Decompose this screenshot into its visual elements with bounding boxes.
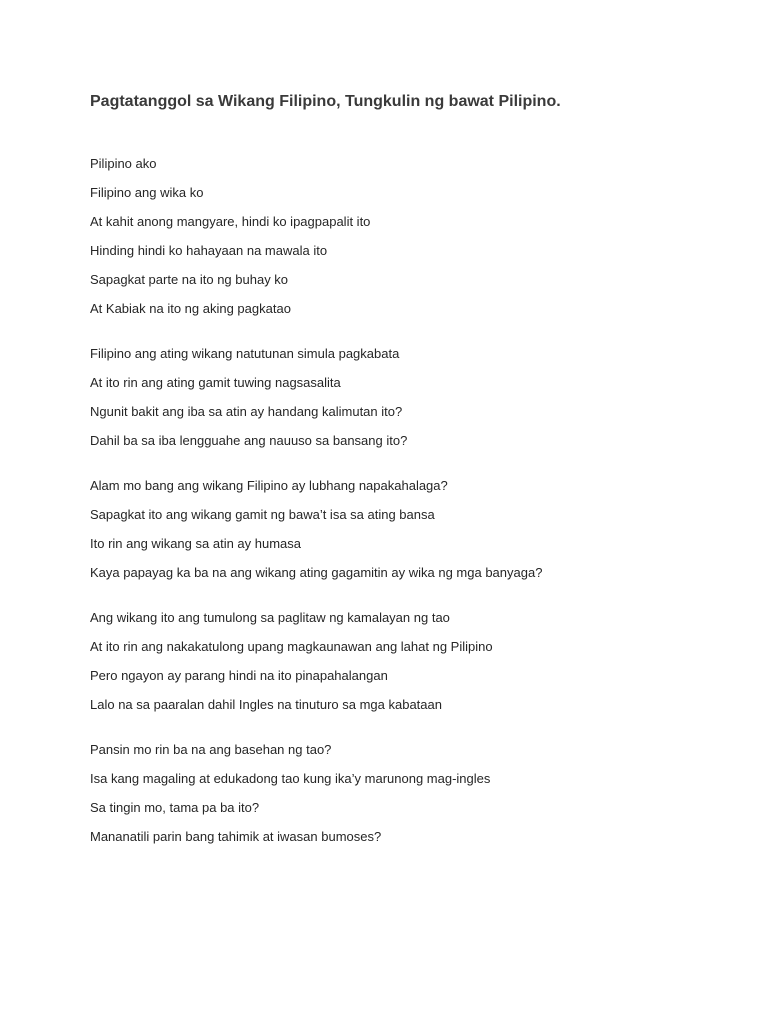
poem-line: Pansin mo rin ba na ang basehan ng tao? [90, 742, 332, 757]
stanza-3 [90, 478, 542, 581]
poem-line: Sapagkat parte na ito ng buhay ko [90, 272, 289, 287]
document-title: Pagtatanggol sa Wikang Filipino, Tungkulin ng bawat Pilipino. [90, 93, 561, 110]
poem-line: At Kabiak na ito ng aking pagkatao [90, 301, 291, 316]
poem-line: Filipino ang ating wikang natutunan simula pagkabata [90, 346, 400, 361]
poem-line: Sapagkat ito ang wikang gamit ng bawa’t isa sa ating bansa [90, 507, 435, 522]
poem-line: At kahit anong mangyare, hindi ko ipagpapalit ito [90, 214, 371, 229]
poem-body [90, 156, 542, 874]
poem-line: At ito rin ang nakakatulong upang magkaunawan ang lahat ng Pilipino [90, 639, 493, 654]
poem-line: Sa tingin mo, tama pa ba ito? [90, 800, 260, 815]
poem-line: Alam mo bang ang wikang Filipino ay lubhang napakahalaga? [90, 478, 448, 493]
poem-line: Ito rin ang wikang sa atin ay humasa [90, 536, 302, 551]
poem-line: Filipino ang wika ko [90, 185, 204, 200]
poem-line: Mananatili parin bang tahimik at iwasan bumoses? [90, 829, 382, 844]
poem-line: Ngunit bakit ang iba sa atin ay handang kalimutan ito? [90, 404, 403, 419]
poem-line: At ito rin ang ating gamit tuwing nagsasalita [90, 375, 341, 390]
stanza-5 [90, 742, 542, 845]
poem-line: Pero ngayon ay parang hindi na ito pinapahalangan [90, 668, 388, 683]
poem-line: Dahil ba sa iba lengguahe ang nauuso sa bansang ito? [90, 433, 408, 448]
poem-line: Kaya papayag ka ba na ang wikang ating gagamitin ay wika ng mga banyaga? [90, 565, 543, 580]
poem-line: Ang wikang ito ang tumulong sa paglitaw ng kamalayan ng tao [90, 610, 450, 625]
poem-line: Hinding hindi ko hahayaan na mawala ito [90, 243, 328, 258]
poem-line: Isa kang magaling at edukadong tao kung ika’y marunong mag-ingles [90, 771, 491, 786]
poem-line: Pilipino ako [90, 156, 157, 171]
stanza-2 [90, 346, 542, 449]
stanza-1 [90, 156, 542, 317]
poem-line: Lalo na sa paaralan dahil Ingles na tinuturo sa mga kabataan [90, 697, 442, 712]
stanza-4 [90, 610, 542, 713]
